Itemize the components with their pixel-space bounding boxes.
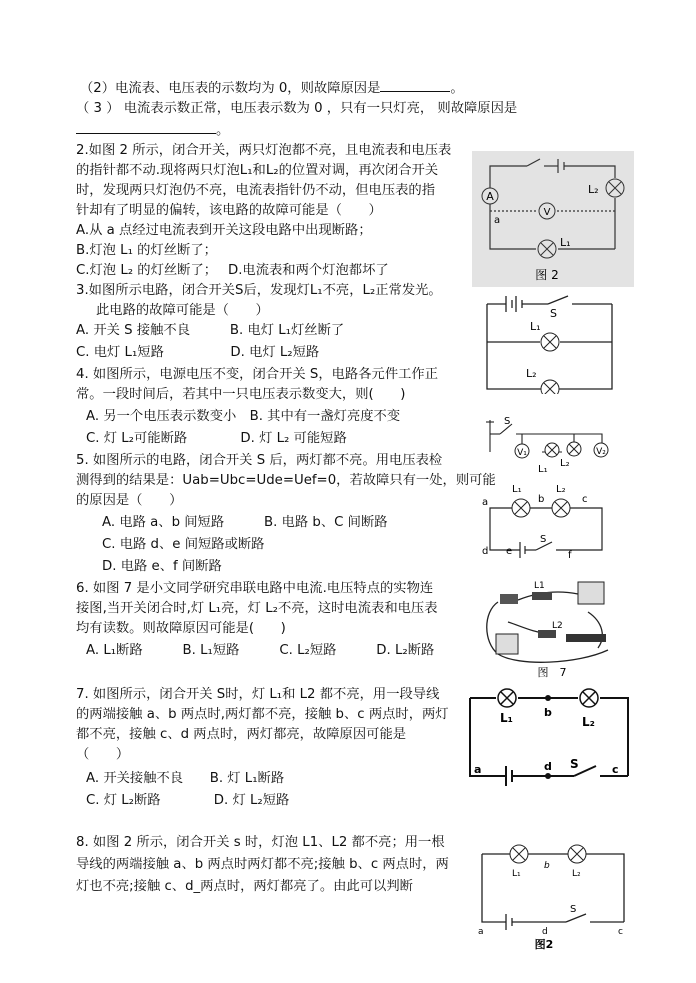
figure-8-circuit xyxy=(474,840,630,952)
bulb-l2-label: L₂ xyxy=(526,367,537,380)
switch-label: S xyxy=(504,416,511,427)
point-b-label: b xyxy=(544,861,550,871)
point-a-label: a xyxy=(494,215,501,226)
q5-option-d: D. 电路 e、f 间断路 xyxy=(102,559,222,574)
q4-line2: 常。一段时间后，若其中一只电压表示数变大，则( ) xyxy=(76,387,406,402)
q1-part3-answer xyxy=(76,120,229,140)
q8-line3: 灯也不亮;接触 c、d_两点时，两灯都亮了。由此可以判断 xyxy=(76,879,413,894)
q7-line4: （ ） xyxy=(76,747,130,762)
switch-label: S xyxy=(540,534,547,545)
point-b-label: b xyxy=(544,706,552,719)
q5-line1: 5. 如图所示的电路，闭合开关 S 后，两灯都不亮。用电压表检 xyxy=(76,453,443,468)
q5-line3: 的原因是（ ） xyxy=(76,493,183,508)
figure-5-circuit xyxy=(472,478,612,562)
bulb-l2-base xyxy=(538,630,556,638)
figure-7-apparatus xyxy=(478,572,623,680)
point-c-label: c xyxy=(618,927,623,937)
junction-d xyxy=(545,773,551,779)
q7-line1: 7. 如图所示，闭合开关 S时，灯 L₁和 L2 都不亮，用一段导线 xyxy=(76,687,440,702)
junction-b xyxy=(545,695,551,701)
point-d-label: d xyxy=(482,546,489,557)
figure-3-circuit xyxy=(482,292,617,394)
point-c-label: c xyxy=(582,494,588,505)
figure-caption: 图 7 xyxy=(537,666,567,679)
voltmeter-v2-label: V₂ xyxy=(596,447,606,457)
q6-line2: 接图,当开关闭合时,灯 L₁亮，灯 L₂不亮，这时电流表和电压表 xyxy=(76,601,438,616)
q5-options-ab: A. 电路 a、b 间短路 B. 电路 b、C 间断路 xyxy=(102,515,388,530)
bulb-l2-label: L₂ xyxy=(588,183,599,196)
q3-options-cd: C. 电灯 L₁短路 D. 电灯 L₂短路 xyxy=(76,345,320,360)
point-a-label: a xyxy=(478,927,484,937)
bulb-l2-label: L2 xyxy=(552,621,563,631)
bulb-l2-label: L₂ xyxy=(556,484,566,495)
switch-label: S xyxy=(570,757,579,771)
voltmeter-label: V xyxy=(543,207,551,218)
q2-option-cd: C.灯泡 L₂ 的灯丝断了； D.电流表和两个灯泡都坏了 xyxy=(76,263,389,278)
bulb-l1-label: L₁ xyxy=(512,484,522,495)
point-a-label: a xyxy=(482,497,489,508)
q4-line1: 4. 如图所示，电源电压不变，闭合开关 S，电路各元件工作正 xyxy=(76,367,439,382)
bulb-l1-label: L₁ xyxy=(538,464,548,474)
bulb-l1-label: L₁ xyxy=(530,320,541,333)
bulb-l1-label: L₁ xyxy=(560,236,571,249)
q1-part2-end: 。 xyxy=(450,81,464,96)
q7-line2: 的两端接触 a、b 两点时,两灯都不亮，接触 b、c 两点时，两灯 xyxy=(76,707,449,722)
ammeter-label: A xyxy=(486,190,494,203)
q1-part2-text: （2）电流表、电压表的示数均为 0，则故障原因是 xyxy=(80,81,381,96)
bulb-l2-label: L₂ xyxy=(582,715,595,729)
ammeter-icon xyxy=(578,582,604,604)
q2-option-a: A.从 a 点经过电流表到开关这段电路中出现断路； xyxy=(76,223,372,238)
q7-circuit xyxy=(466,688,632,792)
q6-line1: 6. 如图 7 是小文同学研究串联电路中电流.电压特点的实物连 xyxy=(76,581,434,596)
q7-line3: 都不亮，接触 c、d 两点时，两灯都亮，故障原因可能是 xyxy=(76,727,407,742)
bulb-l1-label: L₁ xyxy=(512,869,521,879)
point-e-label: e xyxy=(506,546,513,557)
point-a-label: a xyxy=(474,763,482,776)
q2-line2: 的指针都不动.现将两只灯泡L₁和L₂的位置对调，再次闭合开关 xyxy=(76,163,439,178)
switch-label: S xyxy=(550,307,557,320)
figure-4-circuit xyxy=(482,412,612,474)
voltmeter-v1-label: V₁ xyxy=(517,448,527,458)
q1-part3: （ 3 ） 电流表示数正常，电压表示数为 0 ，只有一只灯亮， 则故障原因是 xyxy=(76,101,518,116)
point-d-label: d xyxy=(542,927,548,937)
q2-line3: 时，发现两只灯泡仍不亮，电流表指针仍不动，但电压表的指 xyxy=(76,183,436,198)
q3-line2: 此电路的故障可能是（ ） xyxy=(96,303,269,318)
q8-line2: 导线的两端接触 a、b 两点时两灯都不亮;接触 b、c 两点时，两 xyxy=(76,857,449,872)
q3-options-ab: A. 开关 S 接触不良 B. 电灯 L₁灯丝断了 xyxy=(76,323,345,338)
q8-line1: 8. 如图 2 所示，闭合开关 s 时，灯泡 L1、L2 都不亮；用一根 xyxy=(76,835,445,850)
q2-line4: 针却有了明显的偏转，该电路的故障可能是（ ） xyxy=(76,203,382,218)
bulb-l1-base xyxy=(532,592,552,600)
q6-options: A. L₁断路 B. L₁短路 C. L₂短路 D. L₂断路 xyxy=(86,643,435,658)
figure-2-circuit xyxy=(472,151,634,287)
q4-options-cd: C. 灯 L₂可能断路 D. 灯 L₂ 可能短路 xyxy=(86,431,347,446)
point-c-label: c xyxy=(612,763,619,776)
q5-line2: 测得到的结果是：Uab=Ubc=Ude=Uef=0，若故障只有一处，则可能 xyxy=(76,473,496,488)
bulb-l2-icon xyxy=(541,380,559,394)
q7-options-cd: C. 灯 L₂断路 D. 灯 L₂短路 xyxy=(86,793,290,808)
answer-blank xyxy=(380,78,450,92)
q1-part2 xyxy=(80,78,464,98)
q2-line1: 2.如图 2 所示，闭合开关，两只灯泡都不亮，且电流表和电压表 xyxy=(76,143,452,158)
q4-options-ab: A. 另一个电压表示数变小 B. 其中有一盏灯亮度不变 xyxy=(86,409,401,424)
bulb-l1-label: L1 xyxy=(534,581,545,591)
answer-blank xyxy=(76,120,216,134)
q1-part3-end: 。 xyxy=(216,123,230,138)
q5-option-c: C. 电路 d、e 间短路或断路 xyxy=(102,537,265,552)
point-f-label: f xyxy=(568,550,572,561)
point-b-label: b xyxy=(538,494,545,505)
bulb-l2-label: L₂ xyxy=(560,458,570,469)
q2-option-b: B.灯泡 L₁ 的灯丝断了； xyxy=(76,243,217,258)
switch-label: S xyxy=(570,904,577,915)
battery-icon xyxy=(566,634,606,642)
q6-line3: 均有读数。则故障原因可能是( ) xyxy=(76,621,286,636)
voltmeter-icon xyxy=(496,634,518,654)
bulb-l1-label: L₁ xyxy=(500,711,513,725)
q3-line1: 3.如图所示电路，闭合开关S后，发现灯L₁不亮，L₂正常发光。 xyxy=(76,283,442,298)
figure-caption: 图 2 xyxy=(535,268,559,282)
q7-options-ab: A. 开关接触不良 B. 灯 L₁断路 xyxy=(86,771,285,786)
point-d-label: d xyxy=(544,760,552,773)
switch-icon xyxy=(500,594,518,604)
bulb-l2-label: L₂ xyxy=(572,869,581,879)
figure-caption: 图2 xyxy=(534,938,554,951)
